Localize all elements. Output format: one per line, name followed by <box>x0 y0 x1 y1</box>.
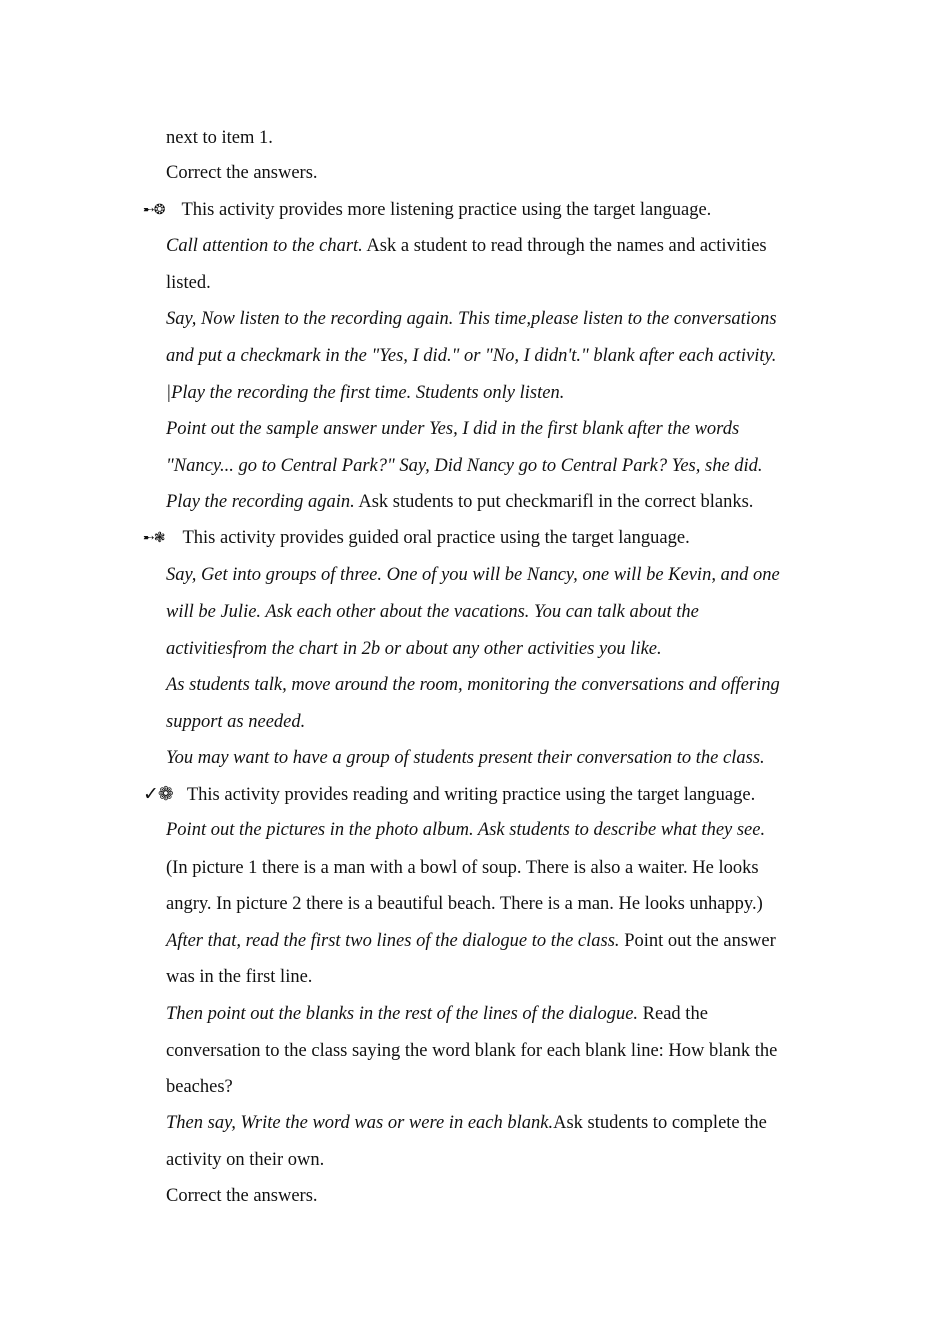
text-line <box>166 966 312 988</box>
text-line <box>166 930 776 952</box>
italic-instruction: and put a checkmark in the "Yes, I did." or "No, I didn't." blank after each activity. <box>166 346 777 366</box>
checkmark-marker-icon: ✓❁ <box>143 783 173 805</box>
text-run: beaches? <box>166 1077 233 1097</box>
text-run: (In picture 1 there is a man with a bowl of soup. There is also a waiter. He looks <box>166 858 759 878</box>
italic-instruction: Play the recording again. <box>166 492 355 512</box>
text-run: Correct the answers. <box>166 1186 318 1206</box>
text-run: was in the first line. <box>166 967 313 987</box>
text-line <box>166 564 780 586</box>
italic-instruction: Call attention to the chart. <box>166 236 363 256</box>
text-line <box>166 491 753 513</box>
text-line <box>166 1003 708 1025</box>
text-run: Point out the answer <box>619 931 776 951</box>
text-line <box>166 819 765 841</box>
text-run: Ask students to complete the <box>553 1113 767 1133</box>
text-line <box>166 711 305 733</box>
text-run: Ask a student to read through the names and activities <box>362 236 767 256</box>
italic-instruction: Say, Get into groups of three. One of you will be Nancy, one will be Kevin, and one <box>166 565 780 585</box>
activity-heading-line <box>143 527 690 549</box>
italic-instruction: You may want to have a group of students present their conversation to the class. <box>166 748 765 768</box>
text-line <box>166 455 763 477</box>
text-run: activity on their own. <box>166 1150 325 1170</box>
italic-instruction: activitiesfrom the chart in 2b or about any other activities you like. <box>166 639 662 659</box>
italic-instruction: Point out the sample answer under Yes, I did in the first blank after the words <box>166 419 740 439</box>
activity-marker-icon: ➸❃ <box>143 530 165 546</box>
text-line <box>166 1076 233 1098</box>
text-line <box>166 345 776 367</box>
text-line <box>166 1112 767 1134</box>
italic-instruction: After that, read the first two lines of the dialogue to the class. <box>166 931 620 951</box>
italic-instruction: Say, Now listen to the recording again. This time,please listen to the conversations <box>166 309 777 329</box>
text-line <box>166 382 564 404</box>
text-line <box>166 674 780 696</box>
italic-instruction: Then say, Write the word was or were in each blank. <box>166 1113 554 1133</box>
text-run: Correct the answers. <box>166 163 318 183</box>
activity-marker-icon: ➸❂ <box>143 202 165 218</box>
text-run: Ask students to put checkmarifl in the correct blanks. <box>354 492 754 512</box>
italic-instruction: As students talk, move around the room, monitoring the conversations and offering <box>166 675 780 695</box>
activity-heading-line <box>143 199 711 221</box>
text-run: Read the <box>638 1004 708 1024</box>
activity-description: This activity provides reading and writing practice using the target language. <box>186 785 756 805</box>
text-line <box>166 1040 777 1062</box>
text-line <box>166 747 765 769</box>
text-line <box>166 418 739 440</box>
text-line <box>166 308 777 330</box>
italic-instruction: support as needed. <box>166 712 306 732</box>
text-line <box>166 272 211 294</box>
text-line <box>166 235 767 257</box>
italic-instruction: Then point out the blanks in the rest of the lines of the dialogue. <box>166 1004 639 1024</box>
italic-instruction: will be Julie. Ask each other about the vacations. You can talk about the <box>166 602 699 622</box>
italic-instruction: "Nancy... go to Central Park?" Say, Did Nancy go to Central Park? Yes, she did. <box>166 456 763 476</box>
text-line <box>166 162 318 184</box>
text-run: angry. In picture 2 there is a beautiful beach. There is a man. He looks unhappy.) <box>166 894 763 914</box>
text-line <box>166 857 759 879</box>
activity-heading-line <box>143 783 755 806</box>
text-line <box>166 601 699 623</box>
text-run: listed. <box>166 273 211 293</box>
text-line <box>166 1149 324 1171</box>
text-line <box>166 127 273 149</box>
text-run: next to item 1. <box>166 128 273 148</box>
text-line <box>166 638 662 660</box>
italic-instruction: Point out the pictures in the photo album. Ask students to describe what they see. <box>166 820 766 840</box>
text-run: conversation to the class saying the word blank for each blank line: How blank the <box>166 1041 778 1061</box>
activity-description: This activity provides more listening practice using the target language. <box>181 200 712 220</box>
italic-instruction: |Play the recording the first time. Students only listen. <box>166 383 565 403</box>
text-line <box>166 1185 318 1207</box>
text-line <box>166 893 763 915</box>
activity-description: This activity provides guided oral practice using the target language. <box>182 528 690 548</box>
